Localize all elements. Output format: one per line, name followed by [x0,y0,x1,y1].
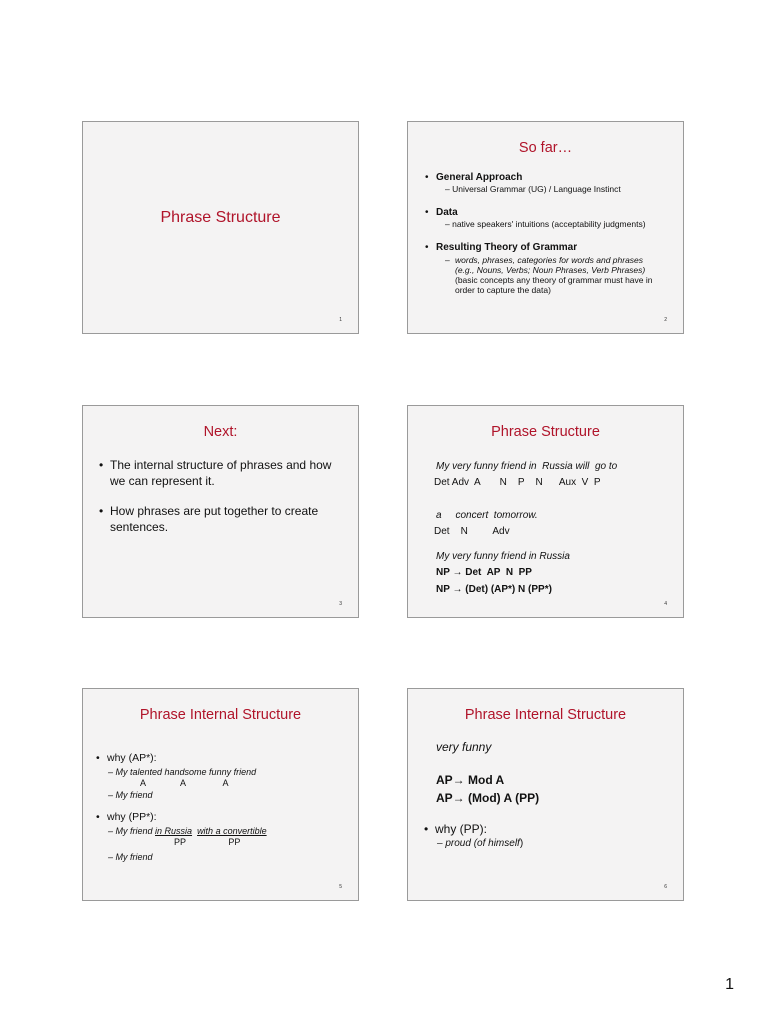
bullet-why-ap: why (AP*): [107,752,157,764]
bullet-line: we can represent it. [110,474,215,488]
slide-6 [407,688,684,901]
slide-title: Phrase Internal Structure [139,707,302,723]
slide-1 [82,121,359,334]
slide-title: Next: [203,424,238,440]
rule-line: NP → Det AP N PP [436,567,532,578]
rule-line: AP→ Mod A [436,773,505,787]
slide-3 [82,405,359,618]
sentence-line: a concert tomorrow. [436,510,538,521]
rule-line: NP → (Det) (AP*) N (PP*) [436,584,552,595]
example-pp: of himself [477,838,520,849]
slide-4 [407,405,684,618]
slide-2 [407,121,684,334]
bullet-line: How phrases are put together to create [110,504,319,518]
bullet-line: The internal structure of phrases and how [110,458,332,472]
rule-line: AP→ (Mod) A (PP) [436,791,540,805]
pp-in-russia: in Russia [155,826,193,836]
tag-line: A A A [140,778,229,788]
bullet-general-approach: General Approach [436,172,523,183]
slide-title: Phrase Structure [160,209,281,226]
bullet-list [425,172,652,295]
sentence-line: My very funny friend in Russia will go to [436,461,618,472]
example-line [108,826,267,836]
bullet-line: sentences. [110,520,169,534]
bullet-theory: Resulting Theory of Grammar [436,242,578,253]
bullet-icon: • [424,822,429,836]
bullet-list [424,822,523,849]
example-line: – My talented handsome funny friend [108,767,257,777]
tag-line: Det N Adv [434,526,510,537]
bullet-data: Data [436,207,458,218]
slide-title: So far… [518,140,573,156]
slide-number: 6 [664,884,667,890]
bullet-why-pp: why (PP*): [107,811,157,823]
bullet-icon: • [425,242,429,253]
example-text: – proud ( [437,838,478,849]
sub-line: order to capture the data) [455,285,551,295]
sub-line: (basic concepts any theory of grammar must have in [455,275,653,285]
bullet-icon: • [425,207,429,218]
bullet-list [96,752,267,862]
example-text: ) [519,838,524,849]
example-line: – My friend [108,790,153,800]
sub-line: (e.g., Nouns, Verbs; Noun Phrases, Verb Phrases) [455,265,646,275]
example-text: – My friend [108,826,156,836]
bullet-icon: • [96,752,100,764]
slide-number: 2 [664,317,667,323]
slide-title: Phrase Internal Structure [464,707,627,723]
slide-number: 1 [339,317,342,323]
tag-line: PP PP [174,837,241,847]
sentence-line: My very funny friend in Russia [436,551,570,562]
slide-5 [82,688,359,901]
bullet-icon: • [99,458,104,472]
bullet-icon: • [96,811,100,823]
example-line [437,838,523,849]
slide-number: 4 [664,601,667,607]
sub-line: words, phrases, categories for words and phrases [455,255,644,265]
example-line: – My friend [108,852,153,862]
pp-with-convertible: with a convertible [197,826,267,836]
sub-bullet: – Universal Grammar (UG) / Language Instinct [445,184,621,194]
bullet-why-pp: why (PP): [435,822,488,836]
slide-number: 5 [339,884,342,890]
bullet-icon: • [99,504,104,518]
phrase-example: very funny [436,740,492,754]
page-number: 1 [725,976,734,993]
bullet-list [99,457,331,535]
slide-number: 3 [339,601,342,607]
sub-bullet: – native speakers' intuitions (acceptability judgments) [445,219,646,229]
bullet-icon: • [425,172,429,183]
dash: – [445,255,450,265]
slide-title: Phrase Structure [491,424,600,440]
tag-line: Det Adv A N P N Aux V P [434,477,601,488]
